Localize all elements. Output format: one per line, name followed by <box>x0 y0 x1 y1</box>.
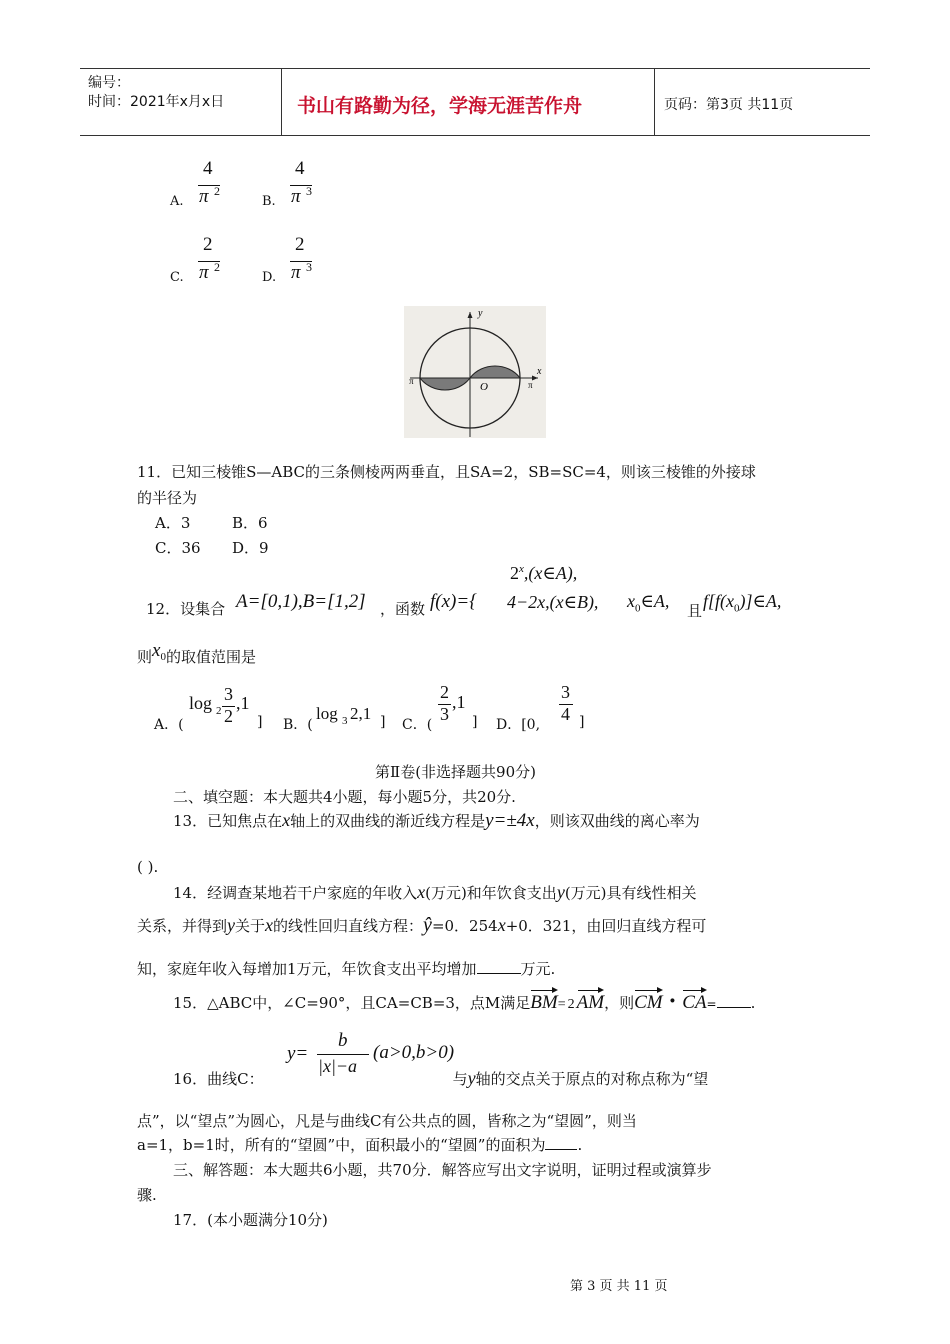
fill-in-heading: 二、填空题：本大题共4小题，每小题5分，共20分. <box>173 788 516 806</box>
section-2-title: 第Ⅱ卷(非选择题共90分) <box>375 763 536 781</box>
q14-line2 <box>137 914 706 937</box>
opt-label: D．[0, <box>496 717 541 733</box>
fraction-exp: 2 <box>214 184 220 198</box>
q14-x-var: x <box>265 915 274 935</box>
q16-y-var: y <box>467 1068 476 1088</box>
y-axis-label: y <box>478 308 483 319</box>
opt-num: 2 <box>440 682 449 702</box>
q16-text: 16．曲线C： <box>173 1070 264 1088</box>
q15-text: ，则 <box>604 994 635 1012</box>
q16-den: |x|−a <box>318 1056 358 1076</box>
header-divider-left <box>281 68 282 136</box>
question-13 <box>173 810 700 832</box>
question-17: 17．(本小题满分10分) <box>173 1211 328 1229</box>
q16-text: 与 <box>452 1070 468 1088</box>
figure-background <box>404 306 546 438</box>
q12-option-b <box>283 684 393 734</box>
q12-prefix: 12．设集合 <box>146 600 226 618</box>
q15-answer-blank[interactable] <box>717 1007 751 1008</box>
header-code: 编号： <box>88 75 130 91</box>
cond-sub: 0 <box>734 602 740 615</box>
q14-text: 万元. <box>520 960 556 978</box>
fraction-exp: 3 <box>306 184 312 198</box>
header-date: 时间：2021年x月x日 <box>88 94 225 110</box>
option-label: B. <box>262 194 276 209</box>
q13-eq: y=±4x <box>485 810 535 831</box>
x0-var: x <box>627 591 635 611</box>
opt-tail: 2,1 <box>350 704 372 723</box>
q12-piece-2: 4−2x,(x∈B), <box>507 592 599 612</box>
q14-text: 14．经调查某地若干户家庭的年收入 <box>173 884 418 902</box>
q16-line3 <box>137 1134 582 1155</box>
q11-text-line1: 11．已知三棱锥S—ABC的三条侧棱两两垂直，且SA=2，SB=SC=4，则该三棱锥的外接球 <box>137 463 756 481</box>
vector-bm: BM <box>530 992 558 1013</box>
opt-num: 3 <box>224 684 233 704</box>
x-axis-label: x <box>537 366 542 377</box>
q12-x0-in-a <box>627 591 669 615</box>
right-pi-label: π <box>528 380 533 390</box>
q12-func-word: ，函数 <box>380 600 426 618</box>
q14-x-var: x <box>417 882 426 902</box>
q16-line2: 点”，以“望点”为圆心，凡是与曲线C有公共点的圆，皆称之为“望圆”，则当 <box>137 1112 637 1130</box>
q11-option-d: D．9 <box>232 539 269 557</box>
q13-text-c: ，则该双曲线的离心率为 <box>534 812 700 830</box>
q14-y-var: y <box>227 915 236 935</box>
piece1-base: 2 <box>510 563 519 583</box>
opt-label: A．( <box>154 717 184 733</box>
q14-text: (万元)和年饮食支出 <box>425 884 557 902</box>
fraction-den: π <box>291 186 301 207</box>
q13-x-var: x <box>282 810 291 830</box>
q15-text: 15．△ABC中，∠C=90°，且CA=CB=3，点M满足 <box>173 994 531 1012</box>
q14-text: =0．254 <box>431 917 498 935</box>
opt-log: log <box>316 704 338 723</box>
line2-prefix: 则 <box>137 648 153 666</box>
q12-line2 <box>137 640 256 667</box>
vector-am: AM <box>576 992 605 1013</box>
q14-text: 关于 <box>235 917 266 935</box>
q14-line3 <box>137 958 555 979</box>
q16-text: . <box>577 1136 583 1154</box>
opt-close: ] <box>579 714 585 730</box>
q12-piece-1 <box>510 563 577 584</box>
q16-text: 轴的交点关于原点的对称点称为“望 <box>475 1070 709 1088</box>
opt-close: ] <box>380 714 386 730</box>
section-3-line2: 骤. <box>137 1186 157 1204</box>
q14-text: 知，家庭年收入每增加1万元，年饮食支出平均增加 <box>137 960 477 978</box>
cond-head: f[f(x <box>703 591 734 611</box>
q12-condition <box>703 591 781 615</box>
q14-text: +0．321，由回归直线方程可 <box>505 917 707 935</box>
q14-text: 的线性回归直线方程： <box>273 917 424 935</box>
line2-x: x <box>152 640 161 661</box>
x0-tail: ∈A, <box>640 591 670 611</box>
q12-option-c <box>402 682 492 734</box>
q13-answer-line: ( ). <box>137 858 159 876</box>
piece1-tail: ,(x∈A), <box>523 563 578 583</box>
opt-base: 3 <box>342 715 348 727</box>
piece1-exp: x <box>519 563 524 575</box>
fraction-exp: 2 <box>214 260 220 274</box>
q16-condition: (a>0,b>0) <box>373 1042 455 1063</box>
q11-option-c: C．36 <box>155 539 201 557</box>
option-label: C. <box>170 270 184 285</box>
fraction-den: π <box>199 262 209 283</box>
figure-graphic <box>404 306 546 438</box>
dot-product: · <box>668 988 677 1014</box>
section-3-line1: 三、解答题：本大题共6小题，共70分．解答应写出文字说明，证明过程或演算步 <box>173 1161 712 1179</box>
opt-den: 3 <box>440 704 449 724</box>
q12-option-a <box>154 684 274 734</box>
header-divider-right <box>654 68 655 136</box>
option-label: A. <box>170 194 184 209</box>
q11-option-a: A．3 <box>155 514 191 532</box>
option-label: D. <box>262 270 277 285</box>
q15-coef: 2 <box>567 997 575 1012</box>
vector-ca: CA <box>682 992 707 1013</box>
q14-text: 关系，并得到 <box>137 917 228 935</box>
header-page: 页码：第3页 共11页 <box>664 97 794 113</box>
q15-text: . <box>750 994 756 1012</box>
q16-fraction-bar <box>317 1054 369 1055</box>
line2-tail: 的取值范围是 <box>165 648 256 666</box>
opt-den: 2 <box>224 706 233 726</box>
cond-tail: )]∈A, <box>739 591 782 611</box>
q16-num: b <box>338 1030 348 1051</box>
opt-log: log <box>189 693 213 713</box>
origin-label: O <box>480 381 488 393</box>
opt-den: 4 <box>561 704 570 724</box>
left-pi-label: π <box>409 376 414 386</box>
q16-curve-y: y= <box>287 1043 309 1064</box>
q12-and: 且 <box>687 602 703 620</box>
q16-line1 <box>173 1068 708 1089</box>
opt-num: 3 <box>561 682 570 702</box>
vector-cm: CM <box>634 992 663 1013</box>
page-footer: 第 3 页 共 11 页 <box>570 1279 668 1294</box>
q16-answer-blank[interactable] <box>545 1149 577 1150</box>
q12-sets: A=[0,1),B=[1,2] <box>236 591 366 612</box>
opt-tail: ,1 <box>236 693 250 713</box>
fraction-den: π <box>291 262 301 283</box>
q13-text-b: 轴上的双曲线的渐近线方程是 <box>290 812 486 830</box>
fraction-num: 4 <box>203 158 213 179</box>
header-top-rule <box>80 68 870 69</box>
sine-circle-figure <box>404 306 546 438</box>
q14-y-var: y <box>556 882 565 902</box>
opt-close: ] <box>472 714 478 730</box>
fraction-num: 2 <box>203 234 213 255</box>
q13-text-a: 13．已知焦点在 <box>173 812 283 830</box>
question-15 <box>173 988 755 1014</box>
q14-x-var: x <box>497 915 506 935</box>
q11-option-b: B．6 <box>232 514 268 532</box>
fraction-num: 2 <box>295 234 305 255</box>
q11-text-line2: 的半径为 <box>137 489 198 507</box>
q15-eq: = <box>557 997 566 1012</box>
opt-tail: ,1 <box>452 692 466 712</box>
q15-text: = <box>706 997 717 1011</box>
fraction-den: π <box>199 186 209 207</box>
q12-option-d <box>496 682 596 734</box>
line2-sub: 0 <box>160 651 166 663</box>
header-motto: 书山有路勤为径，学海无涯苦作舟 <box>297 95 583 117</box>
q14-answer-blank[interactable] <box>477 973 521 974</box>
opt-base: 2 <box>216 705 222 717</box>
q12-fx: f(x)={ <box>430 591 477 612</box>
header-bottom-rule <box>80 135 870 136</box>
q14-yhat: ŷ <box>423 914 432 936</box>
opt-label: C．( <box>402 717 433 733</box>
q14-line1 <box>173 882 697 903</box>
opt-close: ] <box>257 714 263 730</box>
x0-sub: 0 <box>635 602 641 615</box>
q14-text: (万元)具有线性相关 <box>564 884 697 902</box>
fraction-num: 4 <box>295 158 305 179</box>
opt-label: B．( <box>283 717 313 733</box>
fraction-exp: 3 <box>306 260 312 274</box>
q16-text: a=1，b=1时，所有的“望圆”中，面积最小的“望圆”的面积为 <box>137 1136 546 1154</box>
